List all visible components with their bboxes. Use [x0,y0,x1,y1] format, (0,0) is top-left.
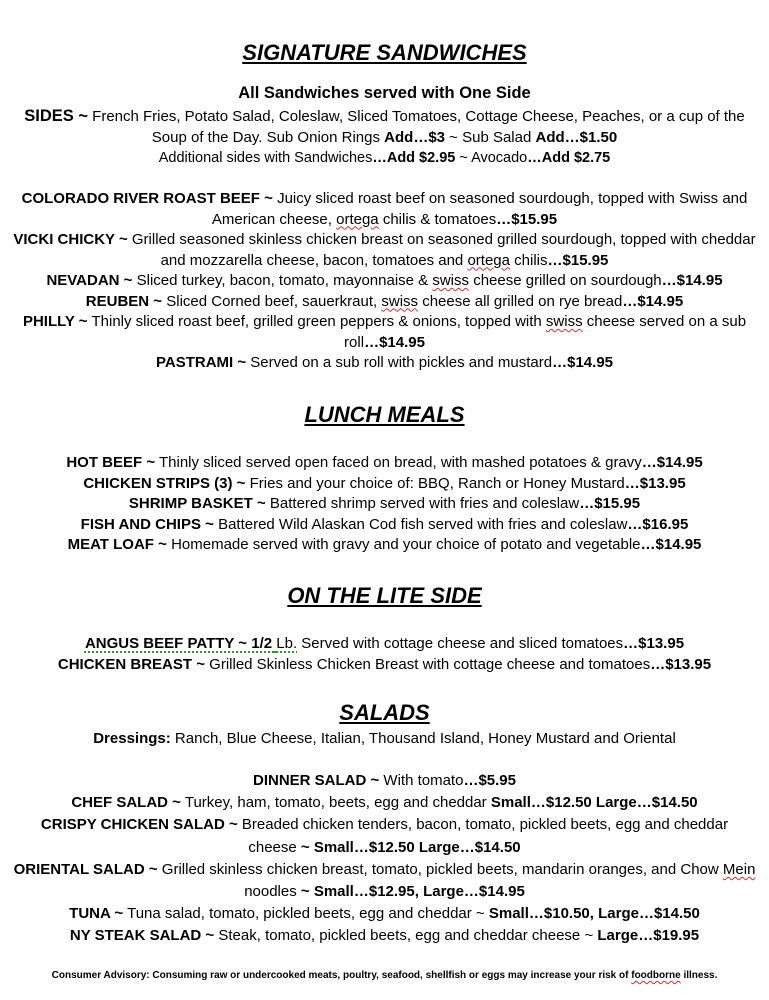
extra-sides-price: …Add $2.95 [372,150,456,166]
menu-item-nevadan [0,271,769,292]
item-desc: With tomato [383,772,464,789]
item-desc-tail: chilis & tomatoes [382,210,497,228]
item-desc: Fries and your choice of: BBQ, Ranch or Honey Mustard [249,474,625,492]
item-price: …$14.95 [364,333,425,351]
item-desc: Battered Wild Alaskan Cod fish served with fries and coleslaw [218,515,628,533]
menu-item-meat-loaf [0,535,769,556]
item-name: REUBEN ~ [85,292,163,310]
item-desc-word: Mein [722,860,756,878]
item-name: NEVADAN ~ [46,272,133,289]
item-price: …$15.95 [547,251,609,269]
sides-text: French Fries, Potato Salad, Coleslaw, Sliced Tomatoes, Cottage Cheese, Peaches, or a cup of the Soup of the Day. Sub Onion Rings [92,108,745,146]
item-price: ~ Small…$12.95, Large…$14.95 [300,883,525,901]
item-desc: Battered shrimp served with fries and coleslaw [269,495,580,512]
item-desc: Grilled Skinless Chicken Breast with cottage cheese and tomatoes [209,655,651,673]
section-title-sandwiches: SIGNATURE SANDWICHES [242,40,527,65]
item-desc: Sliced Corned beef, sauerkraut, [166,292,378,310]
item-desc-word: ortega [336,210,379,228]
consumer-advisory [0,969,769,983]
salads-section [0,699,769,750]
menu-item-shrimp-basket [0,494,769,515]
sides-label: SIDES ~ [24,107,88,125]
item-price: ~ Small…$12.50 Large…$14.50 [300,838,521,856]
sides-mid: ~ Sub Salad [449,128,532,146]
item-desc: Grilled skinless chicken breast, tomato, pickled beets, mandarin oranges, and Chow [161,860,719,878]
item-desc-word: swiss [432,272,470,289]
advisory-word: foodborne [631,970,681,981]
item-price: …$14.95 [640,536,702,553]
item-name: SHRIMP BASKET ~ [128,495,266,512]
sandwiches-section [0,39,769,169]
item-desc: Breaded chicken tenders, bacon, tomato, pickled beets, egg and cheddar cheese [241,816,729,856]
advisory-tail: illness. [683,970,718,981]
item-desc: Sliced turkey, bacon, tomato, mayonnaise & [136,272,429,289]
item-name: CHICKEN STRIPS (3) ~ [83,474,246,492]
section-title-lite: ON THE LITE SIDE [287,583,482,608]
item-desc: Tuna salad, tomato, pickled beets, egg and cheddar ~ [127,905,485,923]
item-desc-tail: chilis [514,251,548,269]
dressings-line [0,729,769,750]
item-desc-tail: cheese grilled on sourdough [473,272,662,289]
menu-item-hot-beef [0,453,769,474]
item-desc: Homemade served with gravy and your choice of potato and vegetable [171,536,641,553]
item-price: …$16.95 [627,515,689,533]
sides-note [0,106,769,148]
item-name-unit: Lb. [276,635,298,652]
menu-item-chicken-strips [0,474,769,495]
item-price: …$15.95 [579,495,641,512]
menu-item-tuna [0,903,769,925]
item-name: PASTRAMI ~ [155,354,247,371]
menu-item-crispy-chicken-salad [0,814,769,858]
item-desc-word: ortega [467,251,510,269]
salad-list [0,770,769,948]
item-name: ANGUS BEEF PATTY ~ 1/2 [84,635,273,652]
item-name: DINNER SALAD ~ [252,772,380,789]
item-desc-tail: cheese all grilled on rye bread [422,292,623,310]
item-desc-word: swiss [381,292,419,310]
item-desc: Thinly sliced served open faced on bread, with mashed potatoes & gravy [159,454,642,471]
dressings-text: Ranch, Blue Cheese, Italian, Thousand Island, Honey Mustard and Oriental [174,730,676,747]
item-price: …$14.95 [661,272,723,289]
item-desc: Served with cottage cheese and sliced tomatoes [301,635,624,652]
item-price: …$13.95 [650,655,712,673]
item-price: …$14.95 [622,292,684,310]
menu-item-chicken-breast [0,655,769,676]
lunch-list [0,453,769,556]
item-desc-tail: noodles [244,883,297,901]
extra-sides-text: Additional sides with Sandwiches [158,150,373,166]
item-price: …$14.95 [641,454,703,471]
menu-item-oriental-salad [0,859,769,903]
item-price: Large…$19.95 [597,927,700,945]
sandwiches-subtitle: All Sandwiches served with One Side [238,84,531,102]
menu-item-chef-salad [0,792,769,814]
item-price: …$14.95 [552,354,614,371]
item-name: TUNA ~ [69,905,124,923]
lite-list [0,634,769,675]
item-desc-tail: cheese served on a sub roll [344,313,747,351]
item-name: MEAT LOAF ~ [67,536,167,553]
item-desc: Thinly sliced roast beef, grilled green peppers & onions, topped with [91,313,542,330]
section-title-lunch: LUNCH MEALS [304,402,465,427]
item-name: VICKI CHICKY ~ [13,231,128,248]
item-price: …$5.95 [463,772,516,789]
menu-item-roast-beef [0,189,769,230]
extra-sides-note [0,148,769,169]
item-name: CHEF SALAD ~ [71,794,181,812]
avocado-price: …Add $2.75 [527,150,611,166]
item-name: PHILLY ~ [22,313,88,330]
item-desc: Steak, tomato, pickled beets, egg and cheddar cheese ~ [218,927,594,945]
item-price: …$13.95 [623,635,685,652]
lite-section [0,582,769,675]
sandwich-list [0,189,769,374]
menu-item-philly [0,312,769,353]
item-name: CHICKEN BREAST ~ [57,655,205,673]
item-name: NY STEAK SALAD ~ [69,927,215,945]
avocado-text: ~ Avocado [459,150,528,166]
item-price: …$15.95 [496,210,558,228]
menu-item-pastrami [0,353,769,374]
item-desc: Served on a sub roll with pickles and mustard [250,354,553,371]
item-name: ORIENTAL SALAD ~ [13,860,158,878]
sides-add-salad: Add…$1.50 [535,128,618,146]
menu-item-reuben [0,292,769,313]
item-price: …$13.95 [624,474,686,492]
item-name: CRISPY CHICKEN SALAD ~ [40,816,238,834]
menu-item-fish-and-chips [0,515,769,536]
item-desc-word: swiss [545,313,583,330]
menu-item-angus-patty [0,634,769,655]
menu-item-ny-steak-salad [0,925,769,947]
menu-item-dinner-salad [0,770,769,792]
sides-add-onion: Add…$3 [384,128,445,146]
item-desc: Turkey, ham, tomato, beets, egg and cheddar [184,794,487,812]
advisory-text: Consumer Advisory: Consuming raw or undercooked meats, poultry, seafood, shellfish or eggs may increase your risk of [51,970,629,981]
dressings-label: Dressings: [93,730,171,747]
item-price: Small…$10.50, Large…$14.50 [488,905,700,923]
section-title-salads: SALADS [339,700,430,725]
item-name: COLORADO RIVER ROAST BEEF ~ [21,190,273,207]
menu-item-vicki-chicky [0,230,769,271]
item-name: FISH AND CHIPS ~ [80,515,214,533]
lunch-section [0,401,769,556]
item-price: Small…$12.50 Large…$14.50 [490,794,698,812]
item-desc: Juicy sliced roast beef on seasoned sourdough, topped with Swiss and American cheese, [211,190,748,228]
item-desc: Grilled seasoned skinless chicken breast on seasoned grilled sourdough, topped with cheddar and mozzarella cheese, bacon, tomatoes and [131,231,756,269]
item-name: HOT BEEF ~ [66,454,156,471]
